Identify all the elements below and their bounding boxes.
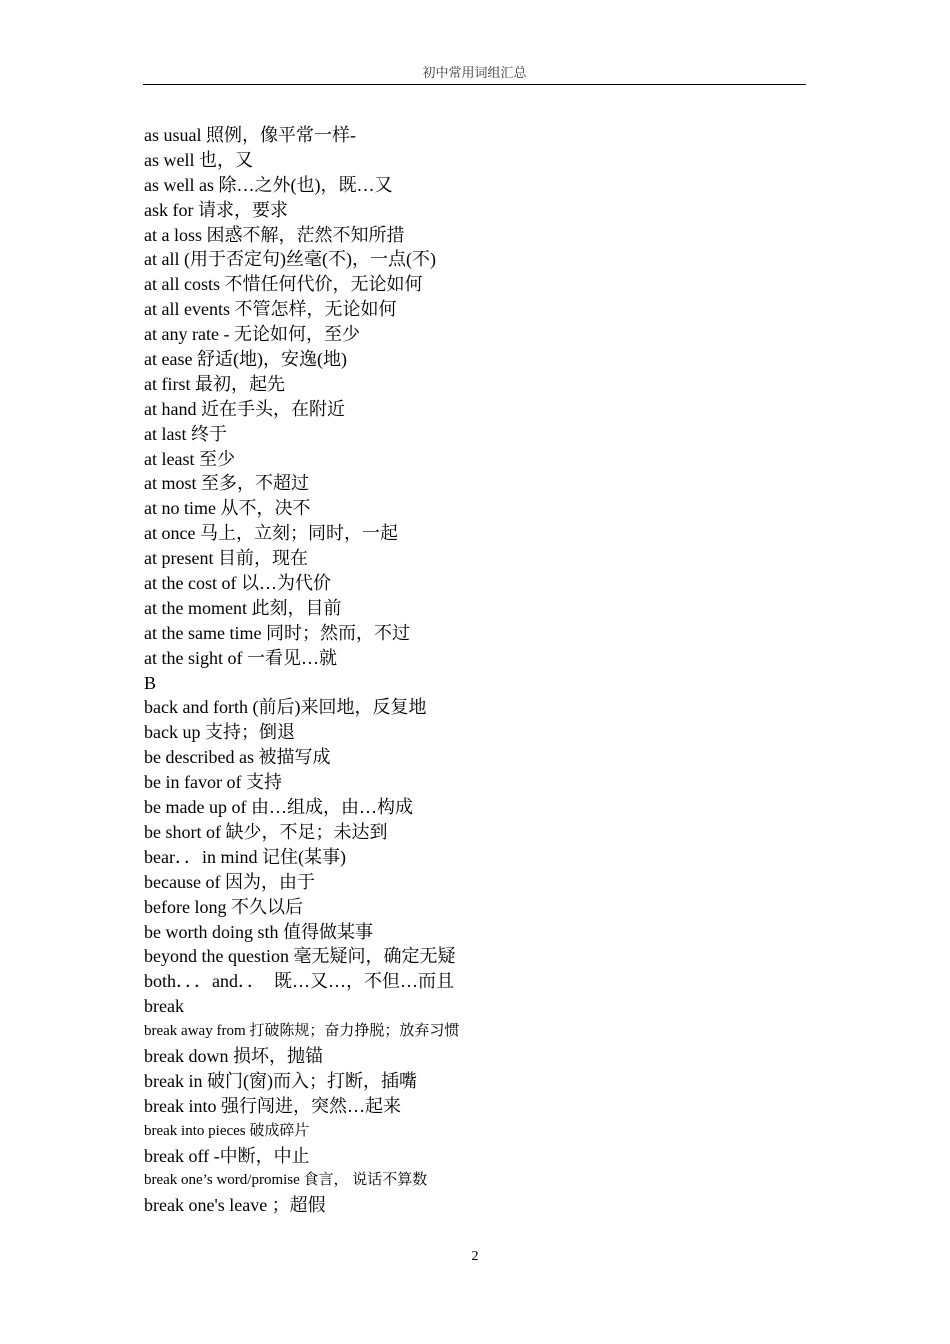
phrase-line: beyond the question 毫无疑问，确定无疑	[144, 946, 456, 967]
phrase-line: be described as 被描写成	[144, 747, 331, 768]
phrase-line: at the moment 此刻，目前	[144, 597, 342, 618]
phrase-line: at no time 从不，决不	[144, 498, 311, 519]
phrase-line: break one’s word/promise 食言， 说话不算数	[144, 1172, 428, 1189]
phrase-line: at ease 舒适(地)，安逸(地)	[144, 349, 347, 370]
phrase-line: at least 至少	[144, 448, 235, 469]
phrase-line: at most 至多，不超过	[144, 473, 309, 494]
phrase-line: break away from 打破陈规；奋力挣脱；放弃习惯	[144, 1023, 460, 1040]
phrase-line: back up 支持；倒退	[144, 722, 295, 743]
phrase-line: at present 目前，现在	[144, 548, 308, 569]
phrase-line: before long 不久以后	[144, 896, 303, 917]
phrase-line: back and forth (前后)来回地，反复地	[144, 697, 427, 718]
phrase-line: at first 最初，起先	[144, 373, 285, 394]
phrase-line: break one's leave ；超假	[144, 1195, 326, 1216]
phrase-line: break in 破门(窗)而入；打断，插嘴	[144, 1070, 417, 1091]
phrase-line: because of 因为，由于	[144, 871, 315, 892]
phrase-line: B	[144, 672, 157, 693]
phrase-line: at last 终于	[144, 423, 227, 444]
phrase-line: at all (用于否定句)丝毫(不)，一点(不)	[144, 249, 436, 270]
phrase-line: break	[144, 996, 184, 1017]
phrase-line: as well 也，又	[144, 149, 253, 170]
phrase-line: be made up of 由…组成，由…构成	[144, 797, 413, 818]
page-header	[143, 62, 806, 85]
phrase-line: break into pieces 破成碎片	[144, 1122, 310, 1139]
phrase-line: at the cost of 以…为代价	[144, 573, 331, 594]
phrase-line: as well as 除…之外(也)，既…又	[144, 174, 393, 195]
phrase-line: ask for 请求，要求	[144, 199, 288, 220]
phrase-line: at any rate - 无论如何，至少	[144, 324, 360, 345]
phrase-line: as usual 照例，像平常一样-	[144, 125, 356, 145]
phrase-line: at hand 近在手头，在附近	[144, 398, 345, 419]
phrase-line: break off -中断，中止	[144, 1145, 310, 1166]
phrase-line: at the same time 同时；然而，不过	[144, 622, 410, 643]
phrase-line: at the sight of 一看见…就	[144, 647, 337, 668]
phrase-line: at all costs 不惜任何代价，无论如何	[144, 274, 423, 295]
phrase-line: at all events 不管怎样，无论如何	[144, 299, 397, 320]
phrase-line: be worth doing sth 值得做某事	[144, 921, 373, 942]
header-title: 初中常用词组汇总	[422, 65, 527, 80]
phrase-line: break into 强行闯进，突然…起来	[144, 1095, 401, 1116]
phrase-line: be short of 缺少，不足；未达到	[144, 821, 388, 842]
phrase-list	[144, 123, 807, 1218]
page-number: 2	[471, 1249, 479, 1264]
phrase-line: break down 损坏，抛锚	[144, 1045, 323, 1066]
phrase-line: be in favor of 支持	[144, 772, 282, 793]
phrase-line: bear．．in mind 记住(某事)	[144, 846, 346, 867]
phrase-line: at a loss 困惑不解，茫然不知所措	[144, 224, 405, 245]
phrase-line: at once 马上，立刻；同时，一起	[144, 523, 398, 544]
phrase-line: both．．．and．． 既…又…，不但…而且	[144, 971, 454, 992]
